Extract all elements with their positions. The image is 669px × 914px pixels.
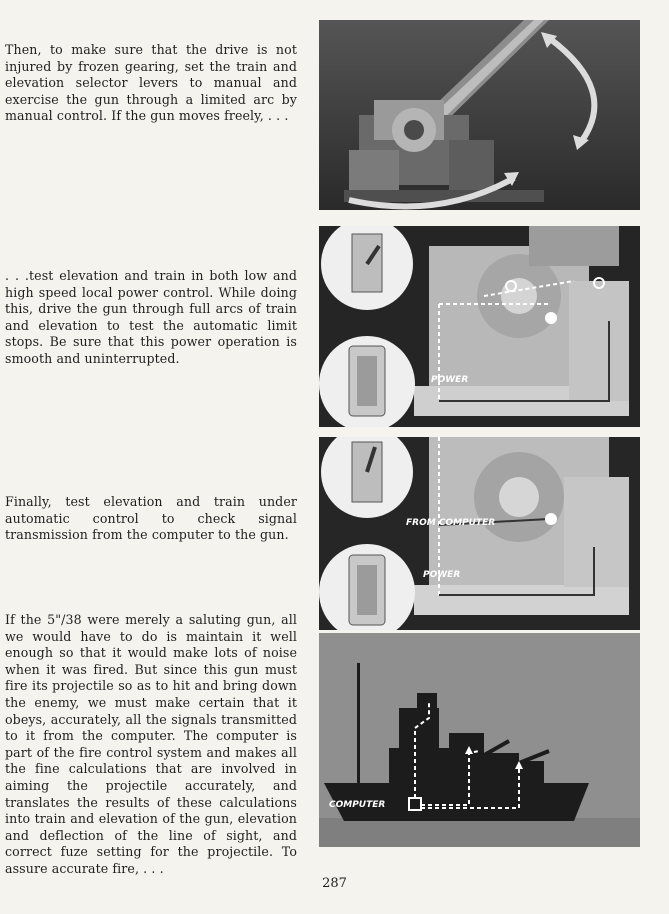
figure-automatic-control (319, 437, 640, 630)
label-power: POWER (423, 570, 461, 580)
paragraph-local-power-control: . . .test elevation and train in both low and high speed local power control. While doing this, drive the gun through full arcs of train and elevation to test the automatic limit stops. Be sure that this power operation is smooth and uninterrupted. (5, 268, 297, 366)
page-number: 287 (322, 876, 347, 891)
label-power: POWER (431, 375, 469, 385)
figure-local-power-control (319, 226, 640, 427)
paragraph-fire-control-computer: If the 5"/38 were merely a saluting gun, all we would have to do is maintain it well enough so that it would make lots of noise when it was fired. But since this gun must fire its projectile so as to hit and bring down the enemy, we must make certain that it obeys, accurately, all the signals transmitted to it from the computer. The computer is part of the fire control system and makes all the fine calculations that are involved in aiming the projectile accurately, and translates the results of these calculations into train and elevation of the gun, elevation and deflection of the line of sight, and correct fuze setting for the projectile. To assure accurate fire, . . . (5, 612, 297, 876)
figure-ship-computer (319, 633, 640, 847)
paragraph-automatic-control: Finally, test elevation and train under automatic control to check signal transmission from the computer to the gun. (5, 494, 297, 543)
label-from-computer: FROM COMPUTER (406, 518, 496, 528)
label-computer: COMPUTER (329, 800, 386, 810)
paragraph-manual-control: Then, to make sure that the drive is not injured by frozen gearing, set the train and elevation selector levers to manual and exercise the gun through a limited arc by manual control. If the gun moves freely, . . . (5, 42, 297, 124)
figure-gun-manual-exercise (319, 20, 640, 210)
